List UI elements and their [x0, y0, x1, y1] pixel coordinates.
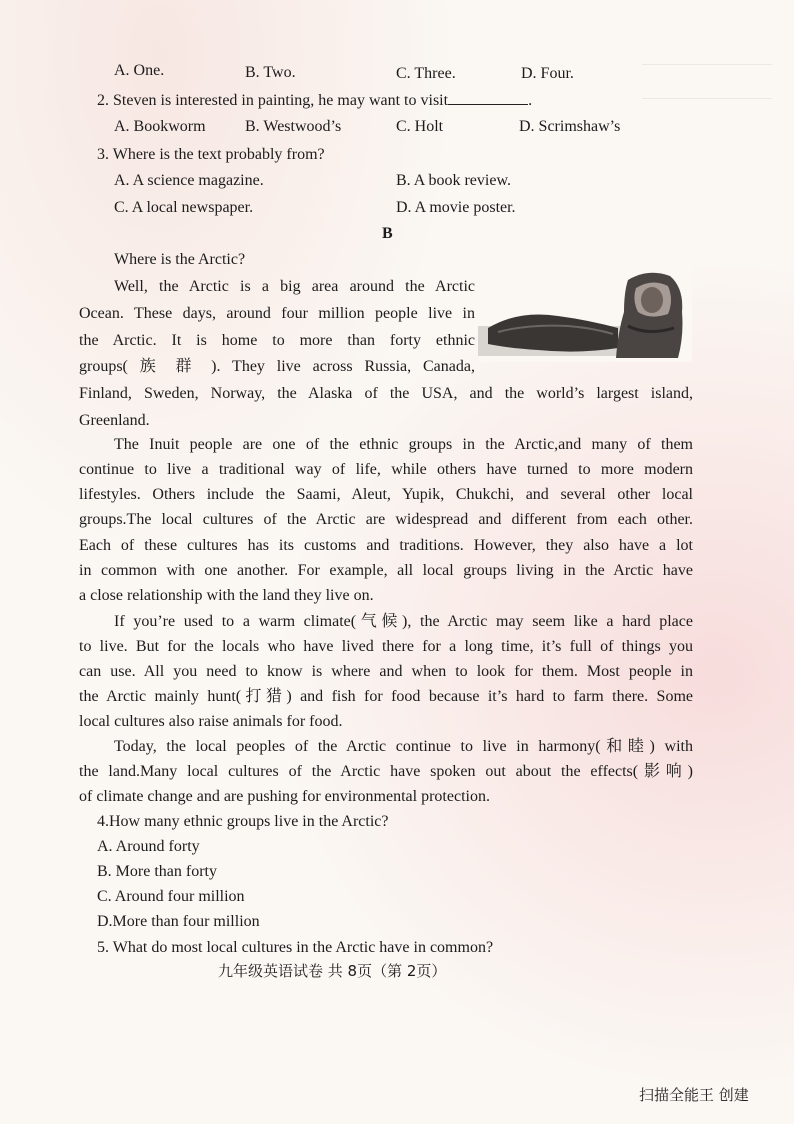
- para1-line-4: groups( 族 群 ). They live across Russia, Canada,: [79, 358, 475, 375]
- q2-stem-end: .: [528, 92, 533, 109]
- para3-line-2: to live. But for the locals who have lived there for a long time, it’s full of things you: [79, 638, 693, 655]
- para1-line-5: Finland, Sweden, Norway, the Alaska of the USA, and the world’s largest island,: [79, 385, 693, 402]
- q4-option-d: D.More than four million: [97, 913, 260, 930]
- para3-line-1: If you’re used to a warm climate(气候), the Arctic may seem like a hard place: [114, 613, 693, 630]
- bleed-through-1: [642, 64, 772, 75]
- section-label: B: [382, 225, 393, 242]
- q2-option-b: B. Westwood’s: [245, 118, 342, 135]
- q2-option-d: D. Scrimshaw’s: [519, 118, 621, 135]
- q3-option-b: B. A book review.: [396, 172, 511, 189]
- q4-stem: 4.How many ethnic groups live in the Arctic?: [97, 813, 389, 830]
- q1-option-b: B. Two.: [245, 64, 296, 81]
- para2-line-3: lifestyles. Others include the Saami, Aleut, Yupik, Chukchi, and several other local: [79, 486, 693, 503]
- para2-line-4: groups.The local cultures of the Arctic are widespread and different from each other.: [79, 511, 693, 528]
- para1-line-2: Ocean. These days, around four million people live in: [79, 305, 475, 322]
- para3-line-5: local cultures also raise animals for food.: [79, 713, 343, 730]
- para3-line-4: the Arctic mainly hunt(打猎) and fish for food because it’s hard to farm there. Some: [79, 688, 693, 705]
- para4-line-3: of climate change and are pushing for environmental protection.: [79, 788, 490, 805]
- scanner-watermark: 扫描全能王 创建: [639, 1086, 749, 1104]
- para2-line-7: a close relationship with the land they live on.: [79, 587, 374, 604]
- para1-line-6: Greenland.: [79, 412, 150, 429]
- q2-stem: 2. Steven is interested in painting, he may want to visit: [97, 92, 449, 109]
- q2-stem-line: [97, 90, 532, 111]
- q2-option-c: C. Holt: [396, 118, 444, 135]
- q3-option-c: C. A local newspaper.: [114, 199, 254, 216]
- q2-answer-blank: [448, 90, 528, 105]
- q4-option-b: B. More than forty: [97, 863, 217, 880]
- para2-line-1: The Inuit people are one of the ethnic groups in the Arctic,and many of them: [114, 436, 693, 453]
- passage-title: Where is the Arctic?: [114, 251, 246, 268]
- arctic-person-photo: [478, 266, 692, 362]
- q3-stem: 3. Where is the text probably from?: [97, 146, 325, 163]
- q3-option-d: D. A movie poster.: [396, 199, 516, 216]
- para3-line-3: can use. All you need to know is where and when to look for them. Most people in: [79, 663, 693, 680]
- q4-option-c: C. Around four million: [97, 888, 245, 905]
- para1-line-1: Well, the Arctic is a big area around the Arctic: [114, 278, 475, 295]
- q1-option-c: C. Three.: [396, 65, 456, 82]
- q4-option-a: A. Around forty: [97, 838, 200, 855]
- q2-option-a: A. Bookworm: [114, 118, 206, 135]
- para4-line-2: the land.Many local cultures of the Arctic have spoken out about the effects(影响): [79, 763, 693, 780]
- q5-stem: 5. What do most local cultures in the Arctic have in common?: [97, 939, 494, 956]
- para1-line-3: the Arctic. It is home to more than forty ethnic: [79, 332, 475, 349]
- bleed-through-2: [642, 98, 772, 109]
- q1-option-a: A. One.: [114, 62, 165, 79]
- q3-option-a: A. A science magazine.: [114, 172, 264, 189]
- page-footer: 九年级英语试卷 共 8页（第 2页）: [218, 962, 447, 980]
- q1-option-d: D. Four.: [521, 65, 574, 82]
- para2-line-6: in common with one another. For example, all local groups living in the Arctic have: [79, 562, 693, 579]
- para4-line-1: Today, the local peoples of the Arctic continue to live in harmony(和睦) with: [114, 738, 693, 755]
- para2-line-2: continue to live a traditional way of life, while others have turned to more modern: [79, 461, 693, 478]
- para2-line-5: Each of these cultures has its customs and traditions. However, they also have a lot: [79, 537, 693, 554]
